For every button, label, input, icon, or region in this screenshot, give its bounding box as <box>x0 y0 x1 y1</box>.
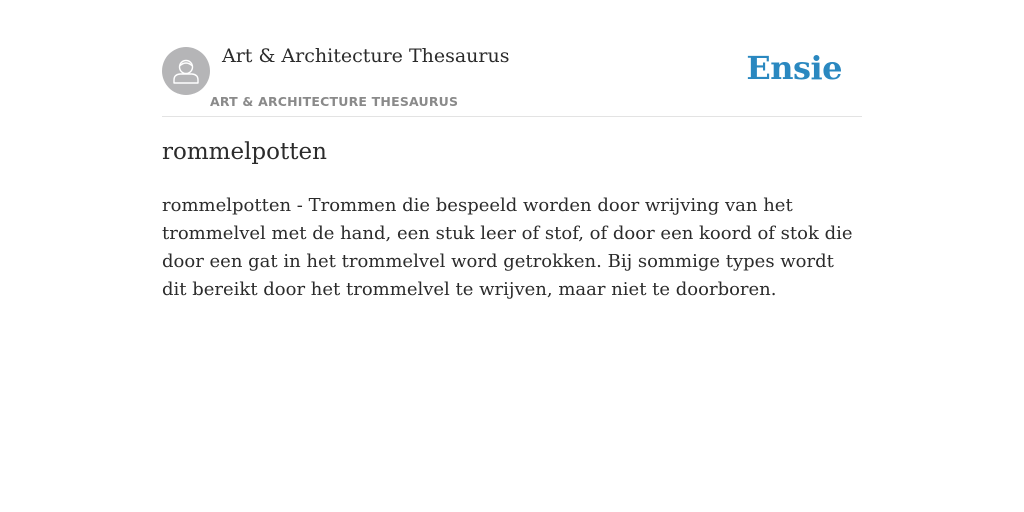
source-header <box>162 0 862 117</box>
avatar[interactable] <box>162 47 210 95</box>
term-title: rommelpotten <box>162 139 327 165</box>
definition-text: rommelpotten - Trommen die bespeeld worden door wrijving van het trommelvel met de hand, een stuk leer of stof, of door een koord of stok die door een gat in het trommelvel word getrokken. Bij sommige types wordt dit bereikt door het trommelvel te wrijven, maar niet te doorboren. <box>162 195 853 300</box>
ensie-logo[interactable]: Ensie <box>746 49 842 87</box>
user-icon <box>162 47 210 95</box>
source-title-link[interactable]: Art & Architecture Thesaurus <box>222 45 510 67</box>
source-subtitle: ART & ARCHITECTURE THESAURUS <box>210 94 459 109</box>
